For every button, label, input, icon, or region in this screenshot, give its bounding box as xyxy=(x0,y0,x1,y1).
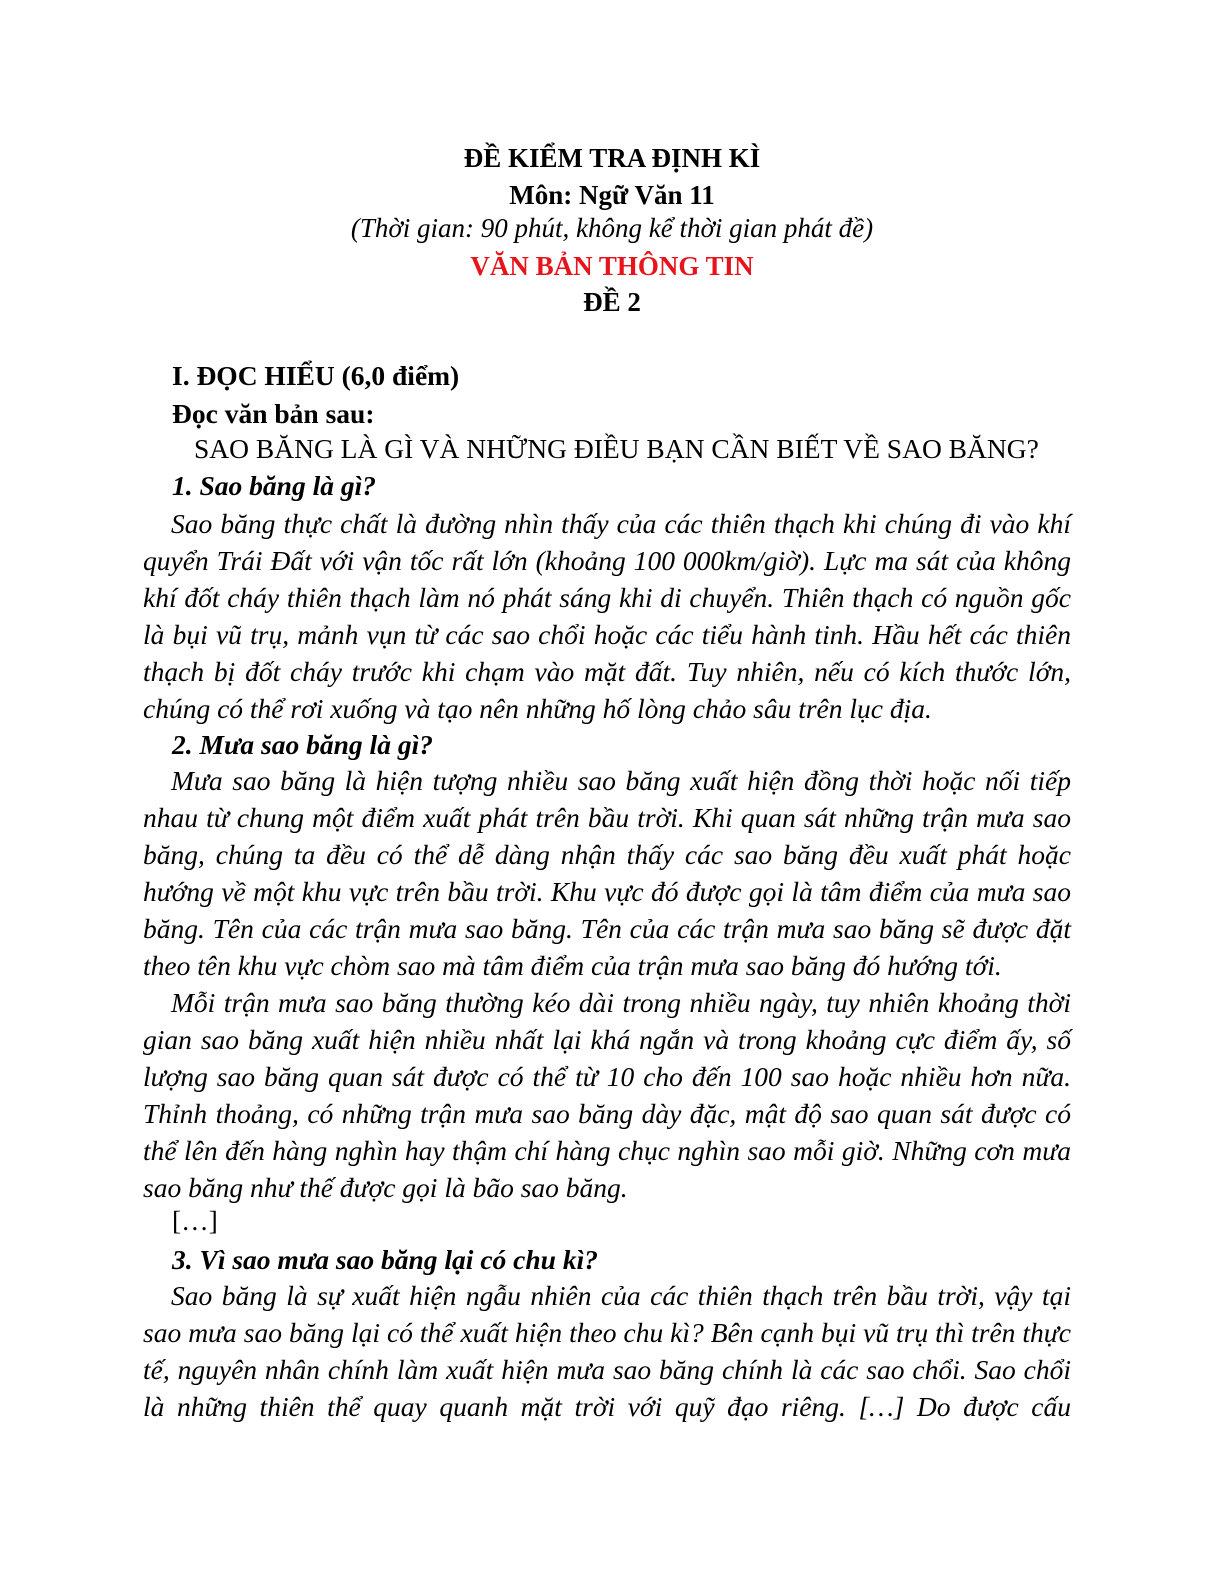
article-title: SAO BĂNG LÀ GÌ VÀ NHỮNG ĐIỀU BẠN CẦN BIẾT VỀ SAO BĂNG? xyxy=(194,433,1039,464)
exam-title: ĐỀ KIỂM TRA ĐỊNH KÌ xyxy=(463,143,761,173)
time-note: (Thời gian: 90 phút, không kể thời gian phát đề) xyxy=(350,213,874,243)
paragraph-text: Sao băng thực chất là đường nhìn thấy của các thiên thạch khi chúng đi vào khí quyển Trái Đất với vận tốc rất lớn (khoảng 100 000km/giờ). Lực ma sát của không khí đốt cháy thiên thạch làm nó phát sáng khi di chuyển. Thiên thạch có nguồn gốc là bụi vũ trụ, mảnh vụn từ các sao chổi hoặc các tiểu hành tinh. Hầu hết các thiên thạch bị đốt cháy trước khi chạm vào mặt đất. Tuy nhiên, nếu có kích thước lớn, chúng có thể rơi xuống và tạo nên những hố lòng chảo sâu trên lục địa. xyxy=(143,508,1071,724)
paragraph-text: Sao băng là sự xuất hiện ngẫu nhiên của các thiên thạch trên bầu trời, vậy tại sao mưa sao băng lại có thể xuất hiện theo chu kì? Bên cạnh bụi vũ trụ thì trên thực tế, nguyên nhân chính làm xuất hiện mưa sao băng chính là các sao chổi. Sao chổi là những thiên thể quay quanh mặt trời với quỹ đạo riêng. […] Do được cấu xyxy=(143,1280,1071,1422)
paragraph-text: Mỗi trận mưa sao băng thường kéo dài trong nhiều ngày, tuy nhiên khoảng thời gian sao băng xuất hiện nhiều nhất lại khá ngắn và trong khoảng cực điểm ấy, số lượng sao băng quan sát được có thể từ 10 cho đến 100 sao hoặc nhiều hơn nữa. Thỉnh thoảng, có những trận mưa sao băng dày đặc, mật độ sao quan sát được có thể lên đến hàng nghìn hay thậm chí hàng chục nghìn sao mỗi giờ. Những cơn mưa sao băng như thế được gọi là bão sao băng. xyxy=(143,987,1071,1203)
article-subheading-2: 2. Mưa sao băng là gì? xyxy=(172,729,433,760)
reading-instruction: Đọc văn bản sau: xyxy=(172,398,375,429)
paragraph-text: Mưa sao băng là hiện tượng nhiều sao băng xuất hiện đồng thời hoặc nối tiếp nhau từ chung một điểm xuất phát trên bầu trời. Khi quan sát những trận mưa sao băng, chúng ta đều có thể dễ dàng nhận thấy các sao băng đều xuất phát hoặc hướng về một khu vực trên bầu trời. Khu vực đó được gọi là tâm điểm của mưa sao băng. Tên của các trận mưa sao băng. Tên của các trận mưa sao băng sẽ được đặt theo tên khu vực chòm sao mà tâm điểm của trận mưa sao băng đó hướng tới. xyxy=(143,765,1071,981)
exam-number: ĐỀ 2 xyxy=(583,287,641,317)
article-paragraph-3 xyxy=(143,984,1071,1206)
article-paragraph-2 xyxy=(143,762,1071,984)
article-paragraph-1 xyxy=(143,505,1071,727)
text-type-heading: VĂN BẢN THÔNG TIN xyxy=(470,251,754,281)
article-paragraph-4 xyxy=(143,1277,1071,1425)
subject-line: Môn: Ngữ Văn 11 xyxy=(509,180,715,210)
section-heading-reading: I. ĐỌC HIỂU (6,0 điểm) xyxy=(172,360,460,391)
omission-mark: […] xyxy=(172,1205,218,1236)
article-subheading-3: 3. Vì sao mưa sao băng lại có chu kì? xyxy=(172,1244,598,1275)
article-subheading-1: 1. Sao băng là gì? xyxy=(172,470,376,501)
